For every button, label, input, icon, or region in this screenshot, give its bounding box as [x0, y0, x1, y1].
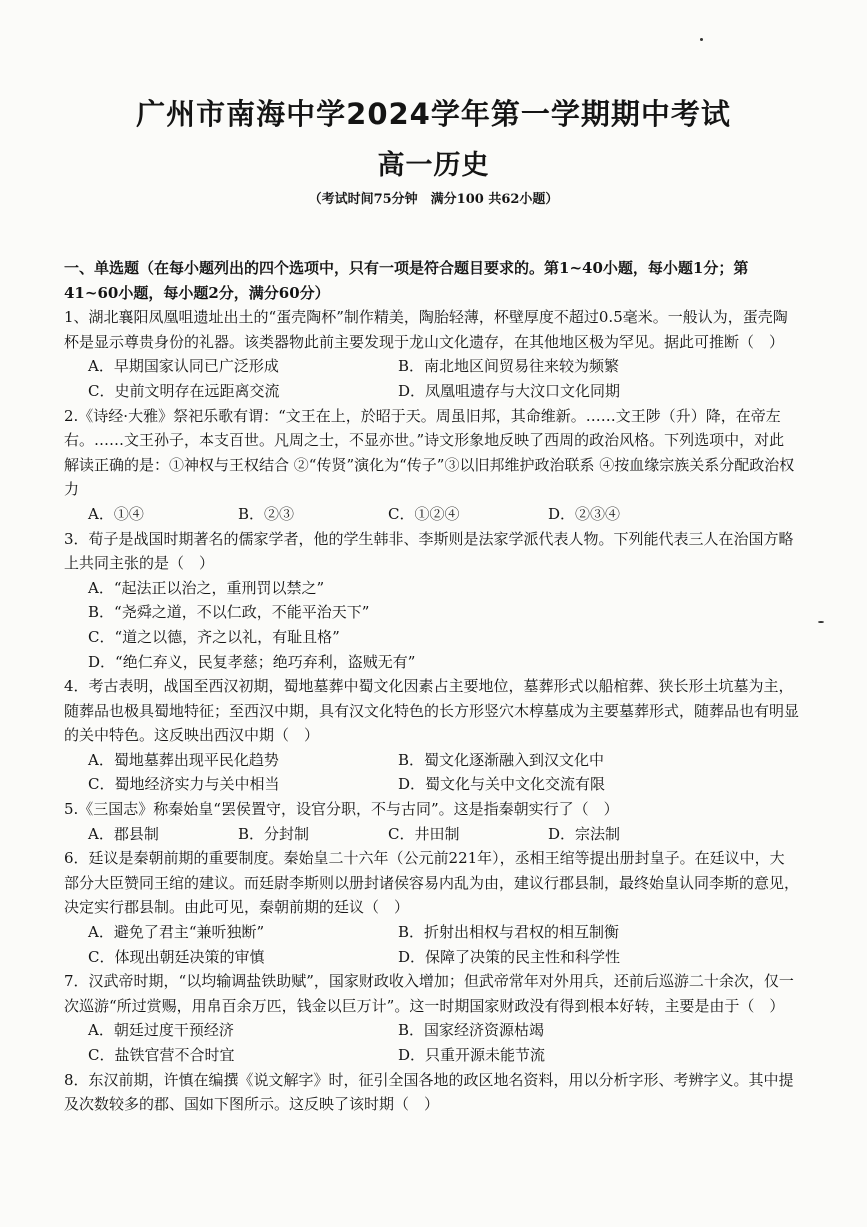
option-list	[64, 920, 799, 969]
option-list	[64, 748, 799, 797]
question-stem: 5.《三国志》称秦始皇“罢侯置守，设官分职，不与古同”。这是指秦朝实行了（ ）	[64, 800, 619, 819]
option-list	[64, 354, 799, 403]
option-c[interactable]: C．蜀地经济实力与关中相当	[88, 775, 280, 794]
exam-info: （考试时间75分钟 满分100 共62小题）	[308, 192, 559, 207]
option-list	[64, 502, 799, 527]
question-stem: 6．廷议是秦朝前期的重要制度。秦始皇二十六年（公元前221年），丞相王绾等提出册封皇子。在廷议中，大部分大臣赞同王绾的建议。而廷尉李斯则以册封诸侯容易内乱为由，建议行郡县制，最终始皇认同李斯的意见，决定实行郡县制。由此可见，秦朝前期的廷议（ ）	[64, 849, 800, 917]
option-c[interactable]: C．井田制	[388, 824, 460, 843]
option-a[interactable]: A．“起法正以治之，重刑罚以禁之”	[88, 578, 325, 597]
option-d[interactable]: D．宗法制	[548, 824, 621, 843]
option-a[interactable]: A．早期国家认同已广泛形成	[88, 357, 279, 376]
scan-speck	[700, 38, 703, 41]
option-a[interactable]: A．郡县制	[88, 824, 159, 843]
option-b[interactable]: B．国家经济资源枯竭	[398, 1021, 545, 1040]
option-d[interactable]: D．凤凰咀遗存与大汶口文化同期	[398, 381, 621, 400]
question-stem: 7．汉武帝时期，“以均输调盐铁助赋”，国家财政收入增加；但武帝常年对外用兵，还前后巡游二十余次，仅一次巡游“所过赏赐，用帛百余万匹，钱金以巨万计”。这一时期国家财政没有得到根本好转，主要是由于（ ）	[64, 972, 794, 1015]
option-c[interactable]: C．史前文明存在远距离交流	[88, 381, 280, 400]
question-stem: 1、湖北襄阳凤凰咀遗址出土的“蛋壳陶杯”制作精美，陶胎轻薄，杯壁厚度不超过0.5毫米。一般认为，蛋壳陶杯是显示尊贵身份的礼器。该类器物此前主要发现于龙山文化遗存，在其他地区极为罕见。据此可推断（ ）	[64, 308, 788, 351]
option-b[interactable]: B．折射出相权与君权的相互制衡	[398, 923, 620, 942]
option-a[interactable]: A．避免了君主“兼听独断”	[88, 923, 265, 942]
option-c[interactable]: C．“道之以德，齐之以礼，有耻且格”	[88, 627, 340, 646]
option-a[interactable]: A．①④	[88, 504, 144, 523]
option-list	[64, 1018, 799, 1067]
option-b[interactable]: B．分封制	[238, 824, 310, 843]
option-b[interactable]: B．蜀文化逐渐融入到汉文化中	[398, 750, 605, 769]
option-d[interactable]: D．保障了决策的民主性和科学性	[398, 947, 621, 966]
question-stem: 4．考古表明，战国至西汉初期，蜀地墓葬中蜀文化因素占主要地位，墓葬形式以船棺葬、狭长形土坑墓为主，随葬品也极具蜀地特征；至西汉中期，具有汉文化特色的长方形竖穴木椁墓成为主要墓葬形式，随葬品也有明显的关中特色。这反映出西汉中期（ ）	[64, 677, 800, 745]
option-a[interactable]: A．蜀地墓葬出现平民化趋势	[88, 750, 279, 769]
option-d[interactable]: D．只重开源未能节流	[398, 1046, 546, 1064]
option-a[interactable]: A．朝廷过度干预经济	[88, 1021, 234, 1040]
option-c[interactable]: C．盐铁官营不合时宜	[88, 1046, 235, 1064]
exam-title: 广州市南海中学2024学年第一学期期中考试	[136, 97, 731, 131]
option-d[interactable]: D．蜀文化与关中文化交流有限	[398, 775, 606, 794]
option-b[interactable]: B．“尧舜之道，不以仁政，不能平治天下”	[88, 603, 370, 622]
option-d[interactable]: D．②③④	[548, 504, 621, 523]
question-stem: 2.《诗经·大雅》祭祀乐歌有谓：“文王在上，於昭于天。周虽旧邦，其命维新。……文王陟（升）降，在帝左右。……文王孙子，本支百世。凡周之士，不显亦世。”诗文形象地反映了西周的政治风格。下列选项中，对此解读正确的是：①神权与王权结合 ②“传贤”演化为“传子”③以旧邦维护政治联系 ④按血缘宗族关系分配政治权力	[64, 406, 795, 499]
option-b[interactable]: B．南北地区间贸易往来较为频繁	[398, 357, 620, 376]
question-stem: 8．东汉前期，许慎在编撰《说文解字》时，征引全国各地的政区地名资料，用以分析字形、考辨字义。其中提及次数较多的郡、国如下图所示。这反映了该时期（ ）	[64, 1070, 794, 1114]
question-stem: 3．荀子是战国时期著名的儒家学者，他的学生韩非、李斯则是法家学派代表人物。下列能代表三人在治国方略上共同主张的是（ ）	[64, 529, 794, 573]
section-heading: 一、单选题（在每小题列出的四个选项中，只有一项是符合题目要求的。第1~40小题，每小题1分；第41~60小题，每小题2分，满分60分）	[64, 259, 749, 302]
option-list	[64, 822, 799, 847]
option-c[interactable]: C．体现出朝廷决策的审慎	[88, 947, 265, 966]
option-c[interactable]: C．①②④	[388, 504, 460, 523]
option-list	[64, 576, 799, 674]
scan-speck	[818, 621, 824, 623]
option-d[interactable]: D．“绝仁弃义，民复孝慈；绝巧弃利，盗贼无有”	[88, 652, 416, 671]
subject-title: 高一历史	[377, 150, 490, 181]
question-body	[64, 256, 799, 1117]
option-b[interactable]: B．②③	[238, 504, 295, 523]
